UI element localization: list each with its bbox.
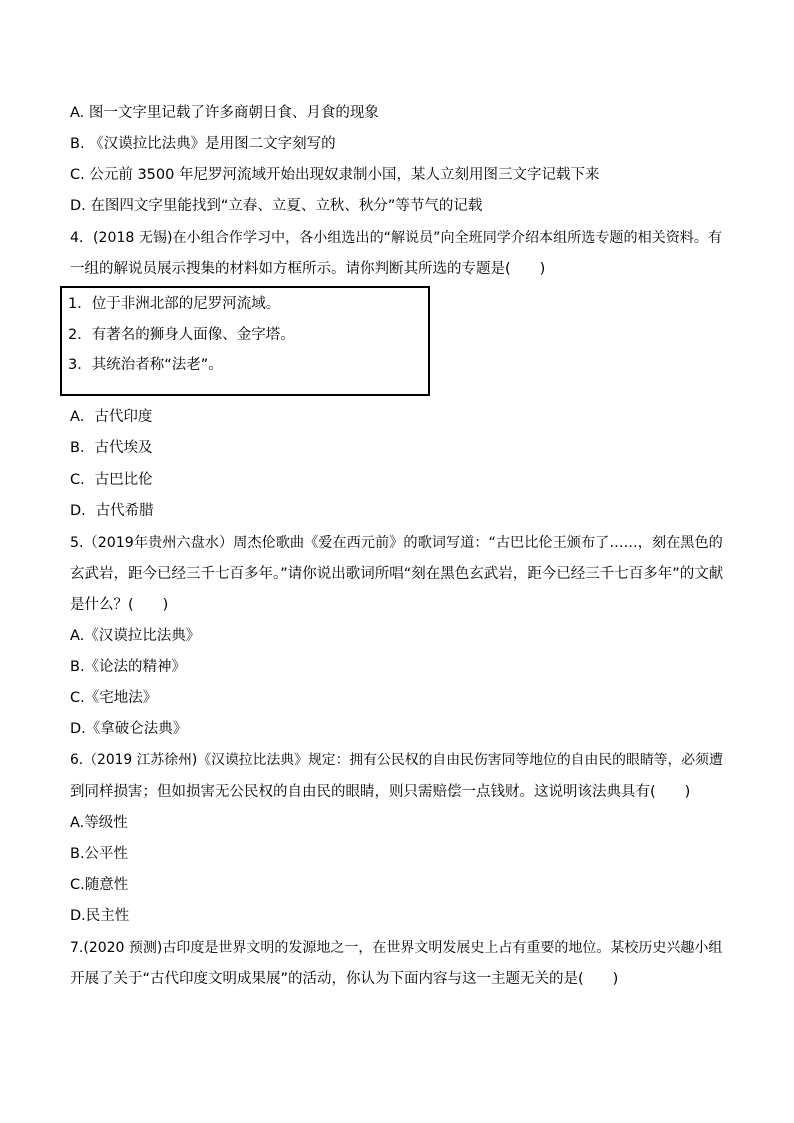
q4-option-c: C．古巴比伦 <box>70 472 153 488</box>
q4-option-a: A．古代印度 <box>70 409 153 425</box>
q5-option-b: B.《论法的精神》 <box>70 659 187 675</box>
q3-option-b: B. 《汉谟拉比法典》是用图二文字刻写的 <box>70 136 336 152</box>
q5-option-c: C.《宅地法》 <box>70 690 158 706</box>
q6-option-c: C.随意性 <box>70 877 129 893</box>
q4-box-item-2: 2．有著名的狮身人面像、金字塔。 <box>68 327 295 343</box>
q6-stem-line-1: 6.（2019 江苏徐州)《汉谟拉比法典》规定：拥有公民权的自由民伤害同等地位的自由民的眼睛等，必须遭 <box>70 752 723 768</box>
q6-option-b: B.公平性 <box>70 846 129 862</box>
q6-option-a: A.等级性 <box>70 815 128 831</box>
q4-box-item-1: 1．位于非洲北部的尼罗河流域。 <box>68 296 281 312</box>
q5-stem-line-2: 玄武岩，距今已经三千七百多年。”请你说出歌词所唱“刻在黑色玄武岩，距今已经三千七百多年”的文献 <box>70 566 724 582</box>
q3-option-c: C. 公元前 3500 年尼罗河流域开始出现奴隶制小国，某人立刻用图三文字记载下来 <box>70 167 600 183</box>
q4-material-box <box>60 286 430 396</box>
q4-option-d: D．古代希腊 <box>70 503 154 519</box>
q5-stem-line-3: 是什么？( ) <box>70 597 169 613</box>
q6-option-d: D.民主性 <box>70 908 130 924</box>
q4-stem-line-2: 一组的解说员展示搜集的材料如方框所示。请你判断其所选的专题是( ) <box>70 261 546 277</box>
q5-stem-line-1: 5.（2019年贵州六盘水）周杰伦歌曲《爱在西元前》的歌词写道：“古巴比伦王颁布了……，刻在黑色的 <box>70 535 723 551</box>
q3-option-d: D. 在图四文字里能找到“立春、立夏、立秋、秋分”等节气的记载 <box>70 198 483 214</box>
q5-option-d: D.《拿破仑法典》 <box>70 721 188 737</box>
q3-option-a: A. 图一文字里记载了许多商朝日食、月食的现象 <box>70 105 379 121</box>
q7-stem-line-1: 7.(2020 预测)古印度是世界文明的发源地之一，在世界文明发展史上占有重要的地位。某校历史兴趣小组 <box>70 940 723 956</box>
q4-option-b: B．古代埃及 <box>70 440 153 456</box>
q7-stem-line-2: 开展了关于“古代印度文明成果展”的活动，你认为下面内容与这一主题无关的是( ) <box>70 971 619 987</box>
q5-option-a: A.《汉谟拉比法典》 <box>70 628 201 644</box>
q4-box-item-3: 3．其统治者称“法老”。 <box>68 357 223 373</box>
q6-stem-line-2: 到同样损害；但如损害无公民权的自由民的眼睛，则只需赔偿一点钱财。这说明该法典具有( ) <box>70 784 691 800</box>
q4-stem-line-1: 4．(2018 无锡)在小组合作学习中，各小组选出的“解说员”向全班同学介绍本组所选专题的相关资料。有 <box>70 230 723 246</box>
